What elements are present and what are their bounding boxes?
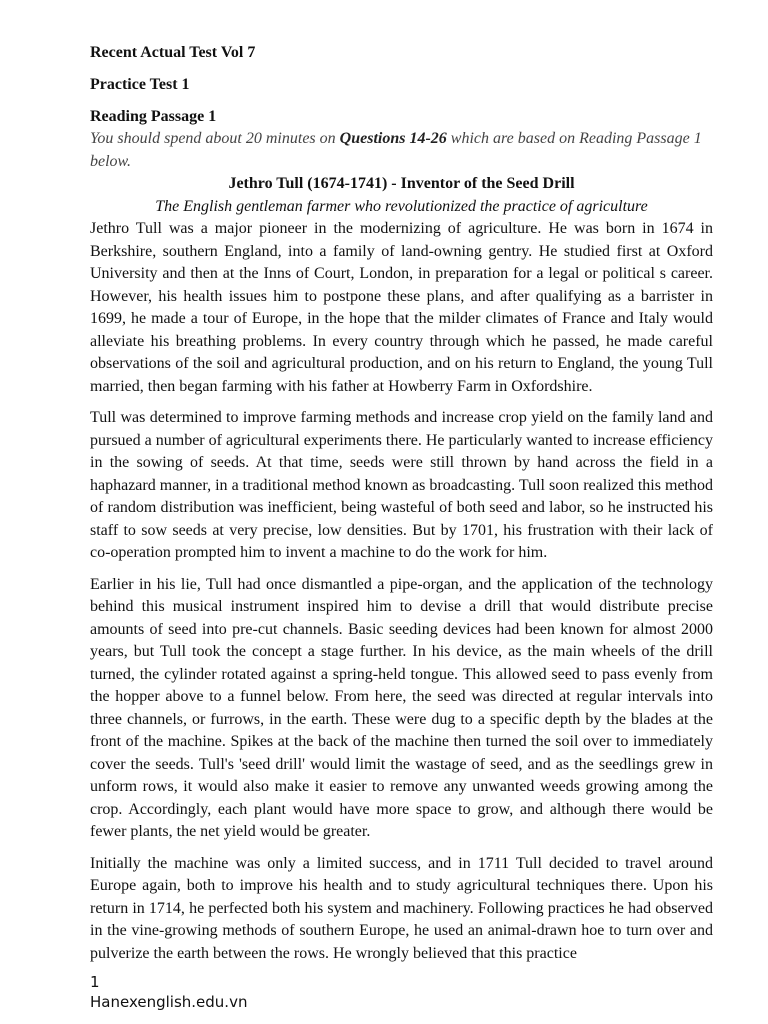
paragraph-4: Initially the machine was only a limited success, and in 1711 Tull decided to travel around Europe again, both to improve his health and to study agricultural techniques there. Upon his return in 1714, he perfected both his system and machinery. Following practices he had observed in the vine-growing methods of southern Europe, he used an animal-drawn hoe to turn over and pulverize the earth between the rows. He wrongly believed that this practice	[90, 854, 713, 962]
passage-subtitle: The English gentleman farmer who revolutionized the practice of agriculture	[155, 197, 648, 215]
instruction-text	[90, 128, 713, 173]
instruction-prefix: You should spend about 20 minutes on	[90, 130, 340, 147]
test-title: Practice Test 1	[90, 76, 190, 93]
page-number: 1	[90, 973, 100, 991]
passage-label: Reading Passage 1	[90, 108, 217, 125]
page-footer	[90, 972, 247, 1012]
paragraph-1: Jethro Tull was a major pioneer in the modernizing of agriculture. He was born in 1674 in Berkshire, southern England, into a family of land-owning gentry. He studied first at Oxford University and then at the Inns of Court, London, in preparation for a legal or political s career. However, his health issues him to postpone these plans, and after qualifying as a barrister in 1699, he made a tour of Europe, in the hope that the milder climates of France and Italy would alleviate his breathing problems. In every country through which he passed, he made careful observations of the soil and agricultural production, and on his return to England, the young Tull married, then began farming with his father at Howberry Farm in Oxfordshire.	[90, 220, 713, 395]
book-title: Recent Actual Test Vol 7	[90, 44, 256, 61]
passage-title: Jethro Tull (1674-1741) - Inventor of the Seed Drill	[228, 175, 575, 192]
instruction-questions: Questions 14-26	[339, 130, 447, 147]
instruction-suffix: which are based on Reading Passage 1 below.	[90, 130, 702, 170]
paragraph-2: Tull was determined to improve farming methods and increase crop yield on the family land and pursued a number of agricultural experiments there. He particularly wanted to increase efficiency in the sowing of seeds. At that time, seeds were still thrown by hand across the field in a haphazard manner, in a traditional method known as broadcasting. Tull soon realized this method of random distribution was inefficient, being wasteful of both seed and labor, so he instructed his staff to sow seeds at very precise, low densities. But by 1701, his frustration with their lack of co-operation prompted him to invent a machine to do the work for him.	[90, 409, 713, 561]
paragraph-3: Earlier in his lie, Tull had once dismantled a pipe-organ, and the application of the technology behind this musical instrument inspired him to devise a drill that would distribute precise amounts of seed into pre-cut channels. Basic seeding devices had been known for almost 2000 years, but Tull took the concept a stage further. In his device, as the main wheels of the drill turned, the cylinder rotated against a spring-held tongue. This allowed seed to pass evenly from the hopper above to a funnel below. From here, the seed was directed at regular intervals into three channels, or furrows, in the earth. These were dug to a specific depth by the blades at the front of the machine. Spikes at the back of the machine then turned the soil over to immediately cover the seeds. Tull's 'seed drill' would limit the wastage of seed, and as the seedlings grew in unform rows, it would also make it easier to remove any unwanted weeds growing among the crop. Accordingly, each plant would have more space to grow, and although there would be fewer plants, the net yield would be greater.	[90, 575, 713, 840]
document-page	[90, 40, 713, 974]
footer-website: Hanexenglish.edu.vn	[90, 993, 248, 1011]
